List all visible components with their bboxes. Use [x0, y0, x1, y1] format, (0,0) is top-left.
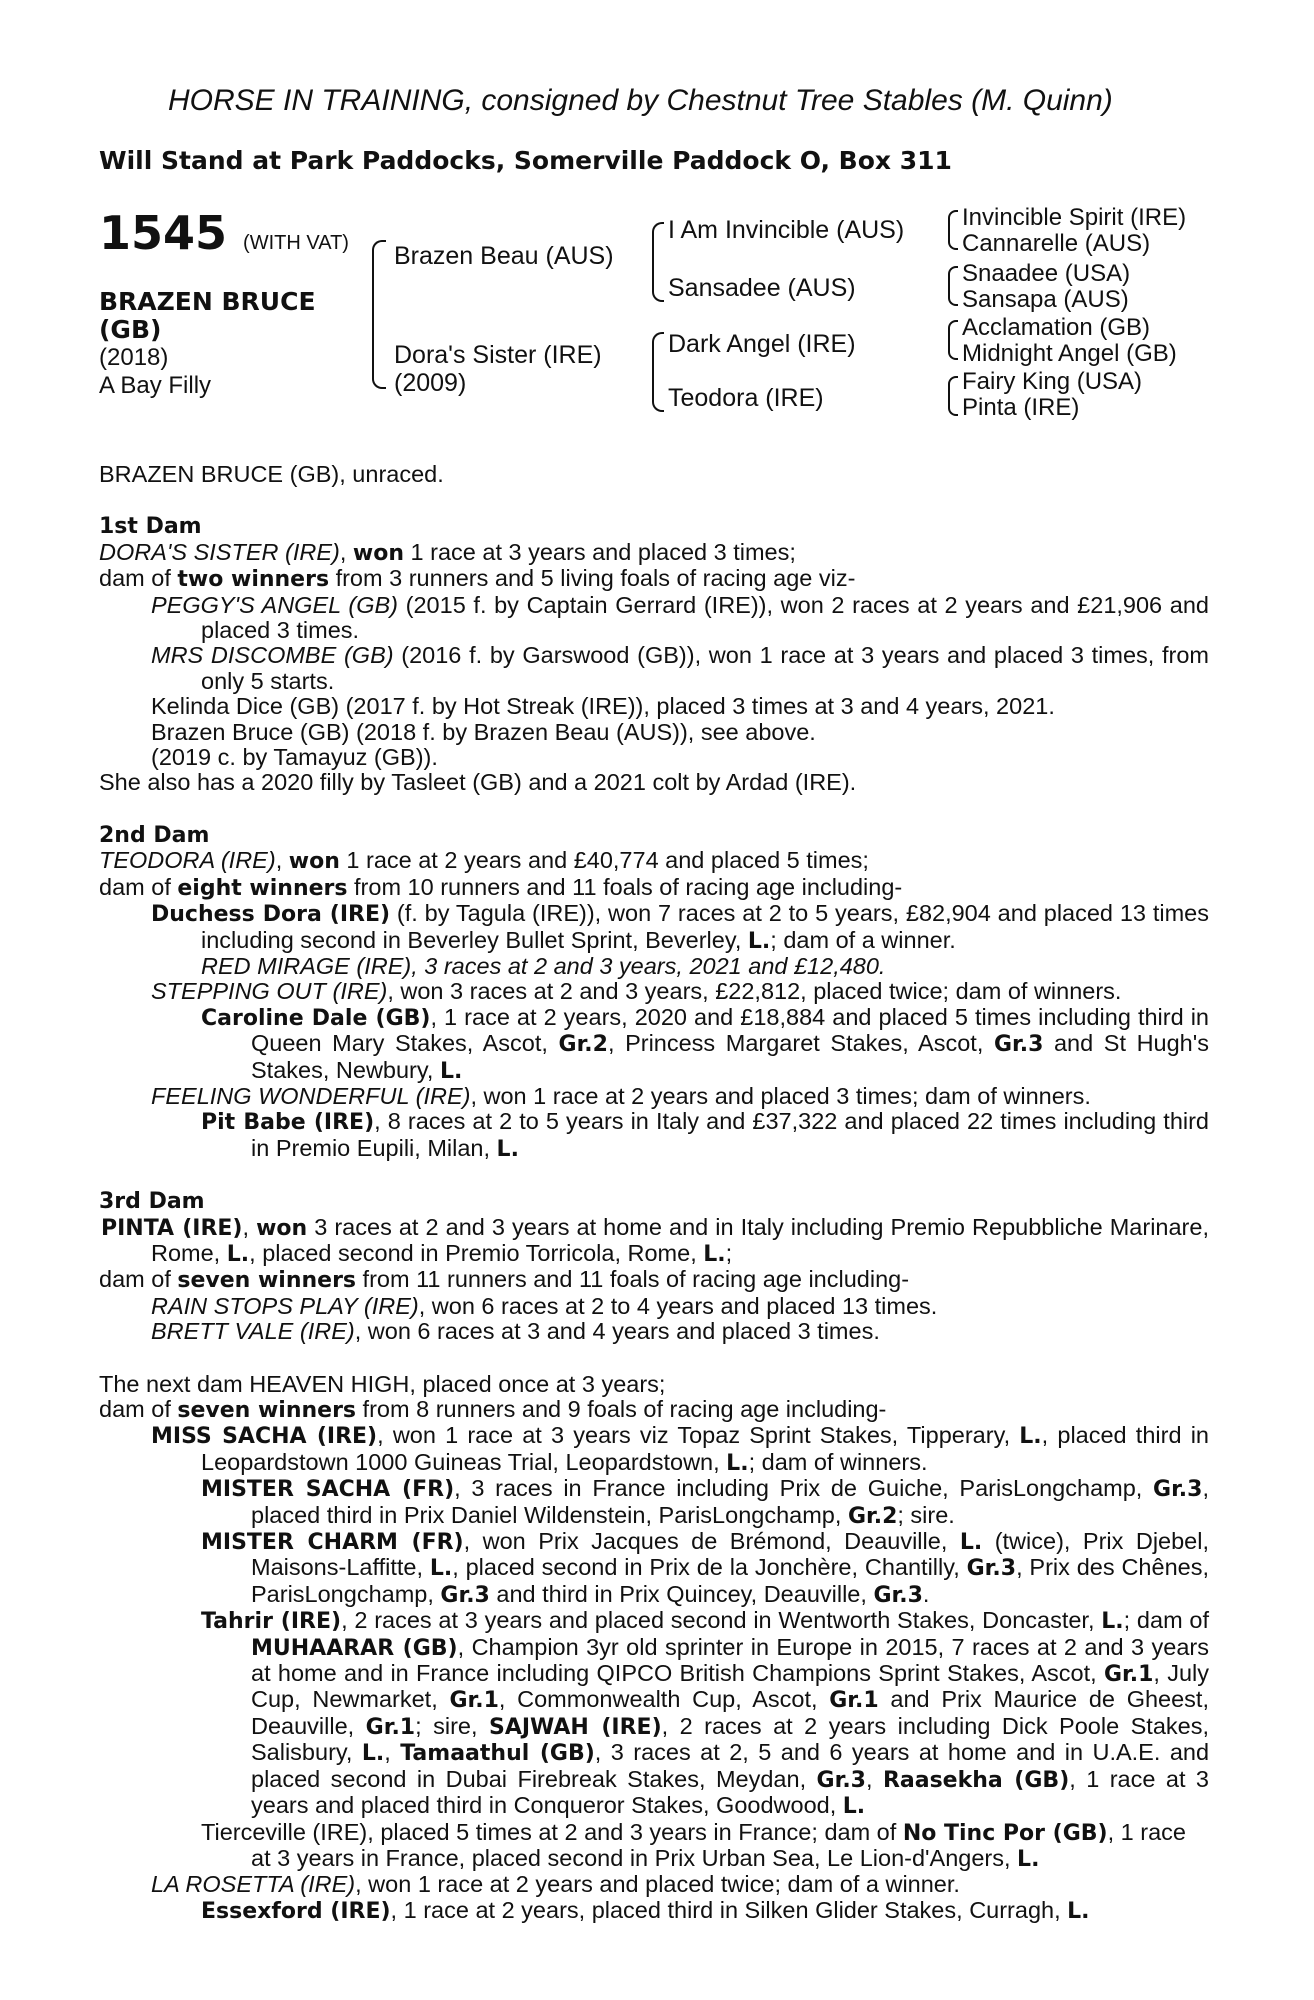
pedigree-brace-sire — [652, 222, 664, 302]
text: , 1 race at 3 years and placed third in Conqueror Stakes, Goodwood, — [251, 1765, 1209, 1819]
pedigree-dam-dam: Teodora (IRE) — [668, 384, 824, 412]
progeny-name: Tahrir (IRE) — [201, 1609, 342, 1635]
text: dam of — [99, 873, 178, 900]
race-grade: Gr.1 — [365, 1714, 416, 1740]
text: , placed second in Premio Torricola, Rome, — [249, 1239, 704, 1266]
race-grade: L. — [1017, 1846, 1040, 1872]
race-grade: L. — [842, 1794, 866, 1820]
next-dam-line2 — [99, 1397, 1209, 1423]
text: ; dam of — [1123, 1607, 1209, 1634]
race-grade: L. — [1067, 1898, 1090, 1924]
progeny-entry — [99, 979, 1209, 1004]
progeny-name: MISS SACHA (IRE) — [151, 1424, 378, 1450]
text: , 2 races at 3 years and placed second in Wentworth Stakes, Doncaster, — [341, 1607, 1102, 1634]
race-grade: Gr.3 — [873, 1582, 923, 1608]
winners-count: eight winners — [177, 875, 348, 901]
text: , — [339, 538, 353, 565]
pedigree-brace-3c — [948, 320, 958, 360]
text: , won 1 race at 2 years and placed twice; dam of a winner. — [355, 1871, 960, 1898]
text: , — [384, 1739, 401, 1766]
pedigree-sss: Invincible Spirit (IRE) — [962, 204, 1187, 231]
text: , 1 race at 2 years, placed third in Silken Glider Stakes, Curragh, — [390, 1896, 1068, 1923]
horse-year: (2018) — [99, 344, 169, 371]
race-grade: L. — [1019, 1424, 1042, 1450]
text: , July Cup, Newmarket, — [251, 1660, 1209, 1713]
pedigree-brace-3d — [948, 376, 958, 416]
progeny-entry — [99, 1319, 1209, 1344]
race-grade: Gr.3 — [966, 1556, 1017, 1582]
race-grade: L. — [747, 928, 771, 954]
race-grade: L. — [496, 1136, 519, 1162]
race-grade: Gr.2 — [558, 1032, 608, 1058]
race-grade: Gr.2 — [847, 1503, 898, 1529]
second-dam-line2 — [99, 875, 1209, 901]
third-dam-line2 — [99, 1267, 1209, 1293]
progeny-entry — [99, 643, 1209, 694]
text: . — [922, 1580, 930, 1607]
text: , 1 race at 3 years in France, placed second in Prix Urban Sea, Le Lion-d'Angers, — [251, 1818, 1186, 1871]
pedigree-dam-sire: Dark Angel (IRE) — [668, 330, 856, 358]
progeny-entry — [99, 1529, 1209, 1608]
race-grade: L. — [959, 1530, 983, 1556]
won-label: won — [256, 1215, 308, 1241]
third-dam-line1 — [99, 1215, 1209, 1268]
pedigree-dss: Acclamation (GB) — [962, 314, 1151, 341]
progeny-name: STEPPING OUT (IRE) — [151, 978, 388, 1005]
text: , placed third in Prix Daniel Wildenstein, ParisLongchamp, — [251, 1475, 1209, 1528]
race-grade: L. — [439, 1058, 463, 1084]
race-grade: L. — [703, 1241, 726, 1267]
horse-description: A Bay Filly — [99, 372, 212, 399]
text: 1 race at 2 years and £40,774 and placed 5 times; — [339, 847, 869, 874]
text: , placed third in Leopardstown 1000 Guineas Trial, Leopardstown, — [201, 1422, 1209, 1475]
race-grade: L. — [429, 1556, 453, 1582]
page-title: HORSE IN TRAINING, consigned by Chestnut Tree Stables (M. Quinn) — [168, 84, 1113, 117]
pedigree-brace-gen1 — [372, 240, 386, 389]
text: (twice), Prix Djebel, Maisons-Laffitte, — [251, 1528, 1209, 1581]
pedigree-dds: Fairy King (USA) — [962, 368, 1143, 395]
text: , won 3 races at 2 and 3 years, £22,812, placed twice; dam of winners. — [387, 978, 1122, 1005]
progeny-entry — [99, 593, 1209, 644]
lot-number — [99, 206, 349, 260]
progeny-name: FEELING WONDERFUL (IRE) — [151, 1082, 471, 1109]
progeny-entry — [99, 1898, 1209, 1924]
third-dam-heading: 3rd Dam — [99, 1189, 205, 1215]
text: (2015 f. by Captain Gerrard (IRE)), won 2 races at 2 years and £21,906 and placed 3 times. — [201, 591, 1209, 644]
pedigree-dsd: Midnight Angel (GB) — [962, 340, 1177, 367]
dam-name: TEODORA (IRE) — [99, 847, 276, 874]
race-grade: L. — [1101, 1609, 1124, 1635]
text: , 3 races in France including Prix de Guiche, ParisLongchamp, — [454, 1475, 1154, 1502]
progeny-name: PEGGY'S ANGEL (GB) — [151, 591, 399, 618]
race-grade: Gr.1 — [829, 1688, 879, 1714]
stand-location: Will Stand at Park Paddocks, Somerville Paddock O, Box 311 — [99, 146, 952, 175]
horse-name-line1: BRAZEN BRUCE — [99, 287, 316, 316]
first-dam-line2 — [99, 566, 1209, 592]
text: dam of — [99, 1396, 178, 1422]
pedigree-sire-dam: Sansadee (AUS) — [668, 274, 856, 302]
text: , Princess Margaret Stakes, Ascot, — [607, 1030, 994, 1057]
text: , Prix des Chênes, ParisLongchamp, — [251, 1554, 1209, 1607]
text: from 10 runners and 11 foals of racing age including- — [347, 873, 903, 900]
pedigree-ddd: Pinta (IRE) — [962, 394, 1080, 421]
text: , 1 race at 2 years, 2020 and £18,884 and placed 5 times including third in Queen Mary Stakes, Ascot, — [251, 1003, 1209, 1057]
pedigree-brace-3b — [948, 266, 958, 306]
intro-line: BRAZEN BRUCE (GB), unraced. — [99, 461, 444, 487]
pedigree-ssd: Cannarelle (AUS) — [962, 230, 1151, 257]
progeny-name: Essexford (IRE) — [201, 1898, 391, 1924]
text: , won 1 race at 2 years and placed 3 times; dam of winners. — [470, 1082, 1091, 1109]
text: , won 6 races at 2 to 4 years and placed 13 times. — [418, 1292, 938, 1319]
race-grade: Gr.1 — [449, 1688, 499, 1714]
pedigree-dam: Dora's Sister (IRE) — [394, 341, 602, 369]
pedigree-sire-sire: I Am Invincible (AUS) — [668, 216, 905, 244]
progeny-name: BRETT VALE (IRE) — [151, 1318, 355, 1345]
race-grade: L. — [726, 1450, 749, 1476]
winners-count: seven winners — [177, 1398, 357, 1423]
text: , won 1 race at 3 years viz Topaz Sprint Stakes, Tipperary, — [377, 1422, 1020, 1449]
text: dam of — [99, 1266, 178, 1293]
progeny-entry — [99, 1423, 1209, 1476]
second-dam-line1 — [99, 848, 1209, 874]
first-dam-note: She also has a 2020 filly by Tasleet (GB) and a 2021 colt by Ardad (IRE). — [99, 769, 857, 796]
lot-number-value: 1545 — [99, 206, 228, 260]
pedigree-sds: Snaadee (USA) — [962, 260, 1131, 287]
race-grade: L. — [226, 1241, 250, 1267]
progeny-entry — [99, 1109, 1209, 1162]
next-dam-line1: The next dam HEAVEN HIGH, placed once at 3 years; — [99, 1370, 666, 1397]
text: , 3 races at 2, 5 and 6 years at home and in U.A.E. and placed second in Dubai Firebreak Stakes, Meydan, — [251, 1739, 1210, 1792]
progeny-entry — [99, 1820, 1209, 1873]
progeny-entry — [99, 1005, 1209, 1084]
progeny-entry — [99, 901, 1209, 954]
progeny-name: RAIN STOPS PLAY (IRE) — [151, 1292, 419, 1319]
first-dam-heading: 1st Dam — [99, 514, 202, 540]
winners-count: two winners — [177, 567, 330, 593]
won-label: won — [352, 540, 404, 566]
text: ; dam of winners. — [748, 1448, 928, 1475]
text: , won Prix Jacques de Brémond, Deauville, — [463, 1528, 960, 1555]
text: from 3 runners and 5 living foals of racing age viz- — [329, 565, 856, 592]
text: , — [865, 1765, 883, 1792]
text: 3 races at 2 and 3 years at home and in Italy including Premio Repubbliche Marinare, Rome, — [151, 1213, 1209, 1266]
progeny-entry: Kelinda Dice (GB) (2017 f. by Hot Streak (IRE)), placed 3 times at 3 and 4 years, 2021. — [151, 693, 1055, 720]
progeny-name: LA ROSETTA (IRE) — [151, 1871, 356, 1898]
winners-count: seven winners — [177, 1268, 357, 1294]
race-grade: Gr.3 — [440, 1582, 490, 1608]
progeny-entry — [99, 1084, 1209, 1109]
progeny-entry: RED MIRAGE (IRE), 3 races at 2 and 3 years, 2021 and £12,480. — [201, 952, 886, 979]
vat-note: (WITH VAT) — [243, 232, 349, 254]
pedigree-brace-3a — [948, 210, 958, 250]
text: Tierceville (IRE), placed 5 times at 2 and 3 years in France; dam of — [201, 1818, 903, 1845]
text: from 8 runners and 9 foals of racing age including- — [356, 1396, 887, 1422]
text: from 11 runners and 11 foals of racing age including- — [356, 1266, 910, 1293]
text: dam of — [99, 565, 178, 592]
text: , Champion 3yr old sprinter in Europe in 2015, 7 races at 2 and 3 years at home and in France including QIPCO British Champions Sprint Stakes, Ascot, — [251, 1633, 1209, 1687]
progeny-name: MRS DISCOMBE (GB) — [151, 642, 394, 669]
pedigree-dam-year: (2009) — [394, 369, 467, 397]
text: and Prix Maurice de Gheest, Deauville, — [251, 1686, 1209, 1739]
text: , — [275, 847, 289, 874]
first-dam-line1 — [99, 540, 1209, 566]
progeny-name: Caroline Dale (GB) — [201, 1005, 431, 1031]
pedigree-sire: Brazen Beau (AUS) — [394, 242, 614, 270]
text: (f. by Tagula (IRE)), won 7 races at 2 to 5 years, £82,904 and placed 13 times including second in Beverley Bullet Sprint, Beverley, — [201, 900, 1209, 953]
progeny-name: SAJWAH (IRE) — [488, 1714, 662, 1740]
progeny-name: No Tinc Por (GB) — [902, 1820, 1108, 1846]
pedigree-brace-dam — [652, 332, 664, 412]
text: , Commonwealth Cup, Ascot, — [498, 1686, 830, 1713]
pedigree-sdd: Sansapa (AUS) — [962, 286, 1129, 313]
text: , won 6 races at 3 and 4 years and placed 3 times. — [354, 1318, 880, 1345]
text: 1 race at 3 years and placed 3 times; — [404, 538, 796, 565]
horse-identity — [99, 288, 316, 400]
text: , placed second in Prix de la Jonchère, Chantilly, — [452, 1554, 967, 1581]
race-grade: L. — [361, 1741, 385, 1767]
text: ; sire. — [897, 1501, 955, 1528]
catalogue-body — [99, 462, 1209, 1924]
progeny-entry — [99, 1608, 1209, 1819]
dam-name: DORA'S SISTER (IRE) — [99, 538, 340, 565]
race-grade: Gr.1 — [1103, 1662, 1154, 1688]
text: ; sire, — [415, 1712, 489, 1739]
text: (2016 f. by Garswood (GB)), won 1 race at 3 years and placed 3 times, from only 5 starts. — [201, 642, 1209, 694]
text: and third in Prix Quincey, Deauville, — [489, 1580, 874, 1607]
horse-name-line2: (GB) — [99, 315, 162, 344]
text: ; — [725, 1239, 733, 1266]
won-label: won — [288, 849, 340, 875]
dam-name: PINTA (IRE) — [101, 1215, 243, 1241]
progeny-name: Duchess Dora (IRE) — [151, 902, 391, 928]
progeny-entry: Brazen Bruce (GB) (2018 f. by Brazen Beau (AUS)), see above. — [151, 718, 816, 745]
text: , — [242, 1213, 257, 1240]
progeny-entry — [99, 1476, 1209, 1529]
text: and St Hugh's Stakes, Newbury, — [251, 1030, 1209, 1083]
second-dam-heading: 2nd Dam — [99, 822, 210, 848]
progeny-entry — [99, 1294, 1209, 1319]
race-grade: Gr.3 — [816, 1767, 866, 1793]
progeny-name: Pit Babe (IRE) — [201, 1110, 375, 1136]
progeny-name: MISTER SACHA (FR) — [201, 1477, 455, 1503]
progeny-name: MUHAARAR (GB) — [251, 1635, 458, 1661]
race-grade: Gr.3 — [1153, 1477, 1203, 1503]
progeny-name: MISTER CHARM (FR) — [201, 1530, 464, 1556]
text: , 2 races at 2 years including Dick Poole Stakes, Salisbury, — [251, 1712, 1209, 1766]
text: , 8 races at 2 to 5 years in Italy and £37,322 and placed 22 times including third in Premio Eupili, Milan, — [251, 1108, 1210, 1161]
progeny-entry: (2019 c. by Tamayuz (GB)). — [151, 744, 438, 771]
progeny-entry — [99, 1872, 1209, 1897]
progeny-name: Raasekha (GB) — [882, 1767, 1070, 1793]
text: ; dam of a winner. — [770, 926, 956, 953]
race-grade: Gr.3 — [993, 1032, 1044, 1058]
progeny-name: Tamaathul (GB) — [400, 1741, 595, 1767]
